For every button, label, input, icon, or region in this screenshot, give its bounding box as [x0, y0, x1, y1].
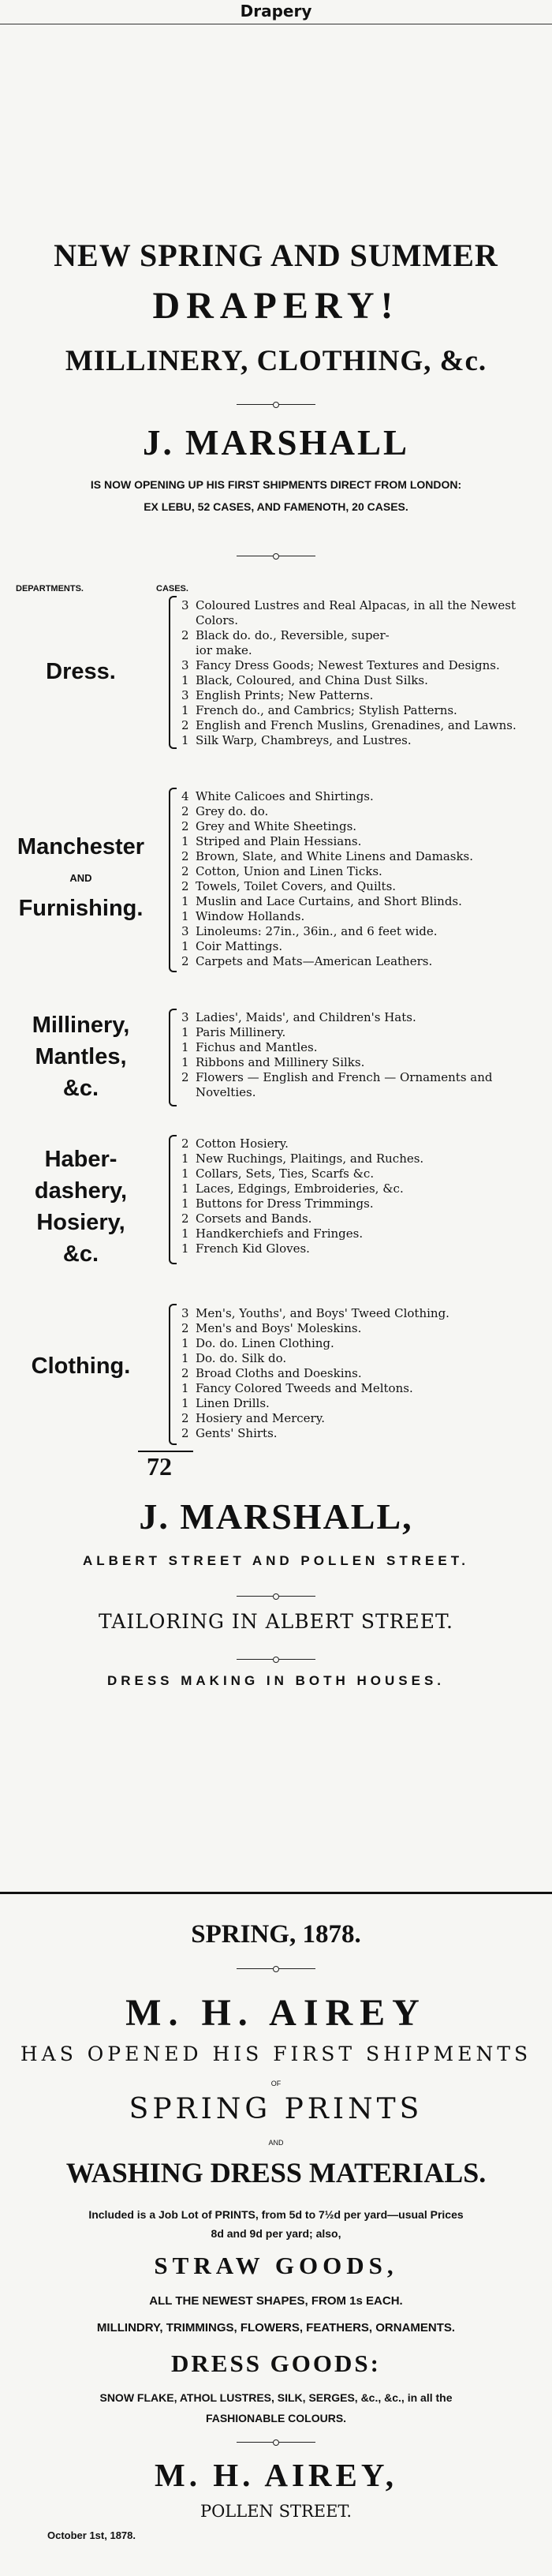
departments-column-header: DEPARTMENTS.	[16, 584, 84, 593]
item-description: Grey do. do.	[196, 804, 269, 818]
case-count: 3	[181, 658, 189, 672]
item-description: Novelties.	[196, 1085, 256, 1099]
department-item-line	[181, 628, 552, 643]
department-item-line	[181, 1241, 552, 1256]
item-description: Fancy Dress Goods; Newest Textures and Designs.	[196, 658, 500, 672]
case-count: 2	[181, 718, 189, 732]
ornamental-rule	[237, 1593, 315, 1599]
department-item-line	[181, 658, 552, 673]
ad1-dressmaking: DRESS MAKING IN BOTH HOUSES.	[106, 1673, 446, 1688]
case-count: 2	[181, 1211, 189, 1226]
department-item-line	[181, 849, 552, 864]
department-item-line	[181, 688, 552, 703]
case-count: 1	[181, 703, 189, 717]
total-cases: 72	[147, 1452, 172, 1481]
item-description: Hosiery and Mercery.	[196, 1411, 325, 1425]
ad2-season: SPRING, 1878.	[191, 1920, 361, 1949]
item-description: Colors.	[196, 613, 238, 627]
ad2-straw-goods: STRAW GOODS,	[154, 2252, 398, 2279]
department-clothing-label: Clothing.	[31, 1354, 131, 1379]
department-item-line	[181, 1226, 552, 1241]
case-count: 2	[181, 954, 189, 968]
ad1-merchant-name: J. MARSHALL	[142, 423, 410, 462]
case-count: 1	[181, 1336, 189, 1350]
case-count: 2	[181, 864, 189, 878]
case-count: 1	[181, 1055, 189, 1069]
item-description: Do. do. Linen Clothing.	[196, 1336, 334, 1350]
department-item-line	[181, 1411, 552, 1426]
department-item-line	[181, 1166, 552, 1181]
department-item-line	[181, 1040, 552, 1055]
bracket	[169, 788, 177, 972]
item-description: Men's, Youths', and Boys' Tweed Clothing.	[196, 1306, 449, 1320]
bracket	[169, 596, 177, 749]
department-item-line	[181, 1381, 552, 1396]
case-count: 1	[181, 1241, 189, 1256]
item-description: Fichus and Mantles.	[196, 1040, 318, 1054]
case-count: 2	[181, 1426, 189, 1440]
ad2-included-line-2: 8d and 9d per yard; also,	[211, 2227, 341, 2240]
item-description: Cotton, Union and Linen Ticks.	[196, 864, 382, 878]
item-description: Gents' Shirts.	[196, 1426, 278, 1440]
department-item-line	[181, 789, 552, 804]
department-manchester-and: AND	[69, 872, 92, 884]
item-description: English and French Muslins, Grenadines, and Lawns.	[196, 718, 517, 732]
ad2-washing: WASHING DRESS MATERIALS.	[65, 2157, 487, 2188]
department-item-line	[181, 1351, 552, 1366]
department-item-line	[181, 879, 552, 894]
department-item-line	[181, 1151, 552, 1166]
department-item-line	[181, 598, 552, 613]
department-item-line	[181, 1085, 552, 1100]
department-item-line	[181, 834, 552, 849]
page-header	[0, 0, 552, 32]
department-item-line	[181, 1055, 552, 1070]
department-item-line	[181, 1321, 552, 1336]
case-count: 3	[181, 1306, 189, 1320]
item-description: Towels, Toilet Covers, and Quilts.	[196, 879, 397, 893]
department-item-line	[181, 909, 552, 924]
item-description: Men's and Boys' Moleskins.	[196, 1321, 362, 1335]
bracket	[169, 1304, 177, 1445]
department-millinery-label: Millinery,	[32, 1013, 130, 1038]
item-description: Linoleums: 27in., 36in., and 6 feet wide.	[196, 924, 438, 938]
advertisement-divider	[0, 1892, 552, 1894]
department-item-line	[181, 1306, 552, 1321]
case-count: 2	[181, 819, 189, 833]
case-count: 3	[181, 598, 189, 612]
department-item-line	[181, 894, 552, 909]
ad1-intro-line-2: EX LEBU, 52 CASES, AND FAMENOTH, 20 CASES.	[144, 500, 408, 513]
department-item-line	[181, 1181, 552, 1196]
case-count: 3	[181, 1010, 189, 1024]
department-dashery-label: dashery,	[34, 1178, 128, 1204]
item-description: Paris Millinery.	[196, 1025, 286, 1039]
case-count: 1	[181, 894, 189, 908]
item-description: White Calicoes and Shirtings.	[196, 789, 374, 803]
department-haber-label: Haber-	[44, 1147, 117, 1172]
ad1-headline-1: NEW SPRING AND SUMMER	[54, 238, 498, 273]
item-description: Carpets and Mats—American Leathers.	[196, 954, 433, 968]
item-description: Brown, Slate, and White Linens and Damasks.	[196, 849, 474, 863]
case-count: 2	[181, 1366, 189, 1380]
item-description: New Ruchings, Plaitings, and Ruches.	[196, 1151, 424, 1166]
item-description: French Kid Gloves.	[196, 1241, 310, 1256]
ad2-merchant-name-footer: M. H. AIREY,	[155, 2457, 397, 2493]
ad2-snow-line-2: FASHIONABLE COLOURS.	[205, 2412, 347, 2424]
item-description: Coloured Lustres and Real Alpacas, in all the Newest	[196, 598, 516, 612]
ad2-date: October 1st, 1878.	[47, 2529, 136, 2541]
department-item-line	[181, 939, 552, 954]
case-count: 4	[181, 789, 189, 803]
department-item-line	[181, 1336, 552, 1351]
item-description: Coir Mattings.	[196, 939, 283, 953]
department-item-line	[181, 703, 552, 718]
department-item-line	[181, 613, 552, 628]
case-count: 3	[181, 924, 189, 938]
case-count: 2	[181, 849, 189, 863]
case-count: 1	[181, 1166, 189, 1181]
ad2-included-line-1: Included is a Job Lot of PRINTS, from 5d to 7½d per yard—usual Prices	[88, 2208, 464, 2221]
department-item-line	[181, 1010, 552, 1025]
department-item-line	[181, 864, 552, 879]
ad2-opened: HAS OPENED HIS FIRST SHIPMENTS	[20, 2042, 532, 2065]
ad1-intro-line-1: IS NOW OPENING UP HIS FIRST SHIPMENTS DIRECT FROM LONDON:	[90, 478, 462, 491]
item-description: Broad Cloths and Doeskins.	[196, 1366, 362, 1380]
department-etc-label: &c.	[62, 1241, 99, 1267]
case-count: 2	[181, 1070, 189, 1084]
case-count: 1	[181, 1226, 189, 1241]
case-count: 1	[181, 939, 189, 953]
ad2-merchant-name: M. H. AIREY	[125, 1992, 427, 2034]
item-description: Handkerchiefs and Fringes.	[196, 1226, 364, 1241]
case-count: 2	[181, 1136, 189, 1151]
case-count: 1	[181, 1351, 189, 1365]
ad2-of: OF	[270, 2080, 282, 2087]
item-description: Ladies', Maids', and Children's Hats.	[196, 1010, 416, 1024]
bracket	[169, 1135, 177, 1264]
department-furnishing-label: Furnishing.	[18, 896, 144, 921]
item-description: Black do. do., Reversible, super-	[196, 628, 390, 642]
ad2-snow-line-1: SNOW FLAKE, ATHOL LUSTRES, SILK, SERGES, &c., &c., in all the	[99, 2391, 453, 2404]
ornamental-rule	[237, 2439, 315, 2445]
ad1-headline-3: MILLINERY, CLOTHING, &c.	[65, 345, 487, 377]
ad1-headline-2: DRAPERY!	[152, 285, 400, 327]
case-count: 2	[181, 1411, 189, 1425]
item-description: Laces, Edgings, Embroideries, &c.	[196, 1181, 404, 1196]
item-description: Window Hollands.	[196, 909, 305, 923]
case-count: 1	[181, 1025, 189, 1039]
ad2-and: AND	[268, 2139, 284, 2147]
item-description: French do., and Cambrics; Stylish Patterns.	[196, 703, 457, 717]
department-dress-label: Dress.	[46, 659, 116, 684]
item-description: English Prints; New Patterns.	[196, 688, 374, 702]
case-count: 3	[181, 688, 189, 702]
case-count: 1	[181, 909, 189, 923]
item-description: Silk Warp, Chambreys, and Lustres.	[196, 733, 412, 747]
item-description: Corsets and Bands.	[196, 1211, 312, 1226]
page-header-title: Drapery	[240, 2, 312, 21]
case-count: 2	[181, 628, 189, 642]
department-etc-label: &c.	[62, 1076, 99, 1101]
case-count: 1	[181, 1181, 189, 1196]
department-mantles-label: Mantles,	[35, 1044, 127, 1069]
case-count: 1	[181, 673, 189, 687]
item-description: Do. do. Silk do.	[196, 1351, 287, 1365]
ad2-millindry: MILLINDRY, TRIMMINGS, FLOWERS, FEATHERS, ORNAMENTS.	[96, 2321, 456, 2334]
ad2-dress-goods: DRESS GOODS:	[171, 2349, 381, 2377]
ad2-shapes: ALL THE NEWEST SHAPES, FROM 1s EACH.	[149, 2294, 403, 2308]
department-item-line	[181, 1025, 552, 1040]
ornamental-rule	[237, 1656, 315, 1662]
department-item-line	[181, 1196, 552, 1211]
case-count: 2	[181, 1321, 189, 1335]
department-item-line	[181, 804, 552, 819]
department-item-line	[181, 718, 552, 733]
case-count: 1	[181, 1396, 189, 1410]
bracket	[169, 1009, 177, 1106]
department-item-line	[181, 1396, 552, 1411]
item-description: Muslin and Lace Curtains, and Short Blinds.	[196, 894, 462, 908]
item-description: Buttons for Dress Trimmings.	[196, 1196, 374, 1211]
cases-column-header: CASES.	[156, 584, 188, 593]
ad1-tailoring: TAILORING IN ALBERT STREET.	[99, 1610, 453, 1633]
case-count: 1	[181, 1151, 189, 1166]
case-count: 1	[181, 1196, 189, 1211]
department-item-line	[181, 954, 552, 969]
ad1-address: ALBERT STREET AND POLLEN STREET.	[83, 1553, 469, 1568]
ornamental-rule	[237, 552, 315, 559]
item-description: Ribbons and Millinery Silks.	[196, 1055, 365, 1069]
item-description: Flowers — English and French — Ornaments and	[196, 1070, 493, 1084]
case-count: 1	[181, 733, 189, 747]
ornamental-rule	[237, 401, 315, 407]
department-item-line	[181, 819, 552, 834]
item-description: Black, Coloured, and China Dust Silks.	[196, 673, 428, 687]
case-count: 1	[181, 834, 189, 848]
item-description: Striped and Plain Hessians.	[196, 834, 362, 848]
ad1-merchant-name-footer: J. MARSHALL,	[139, 1496, 413, 1537]
case-count: 1	[181, 1381, 189, 1395]
department-item-line	[181, 924, 552, 939]
department-item-line	[181, 1211, 552, 1226]
department-item-line	[181, 1426, 552, 1441]
item-description: Grey and White Sheetings.	[196, 819, 357, 833]
case-count: 1	[181, 1040, 189, 1054]
department-item-line	[181, 643, 552, 658]
item-description: Collars, Sets, Ties, Scarfs &c.	[196, 1166, 375, 1181]
department-item-line	[181, 673, 552, 688]
ad2-spring-prints: SPRING PRINTS	[129, 2093, 423, 2125]
item-description: Linen Drills.	[196, 1396, 270, 1410]
department-item-line	[181, 1070, 552, 1085]
item-description: Fancy Colored Tweeds and Meltons.	[196, 1381, 413, 1395]
case-count: 2	[181, 804, 189, 818]
department-manchester-label: Manchester	[17, 834, 145, 859]
case-count: 2	[181, 879, 189, 893]
department-item-line	[181, 1366, 552, 1381]
item-description: Cotton Hosiery.	[196, 1136, 289, 1151]
department-item-line	[181, 733, 552, 748]
department-item-line	[181, 1136, 552, 1151]
ornamental-rule	[237, 1965, 315, 1971]
ad2-street: POLLEN STREET.	[200, 2502, 352, 2521]
item-description: ior make.	[196, 643, 252, 657]
department-hosiery-label: Hosiery,	[36, 1210, 125, 1235]
